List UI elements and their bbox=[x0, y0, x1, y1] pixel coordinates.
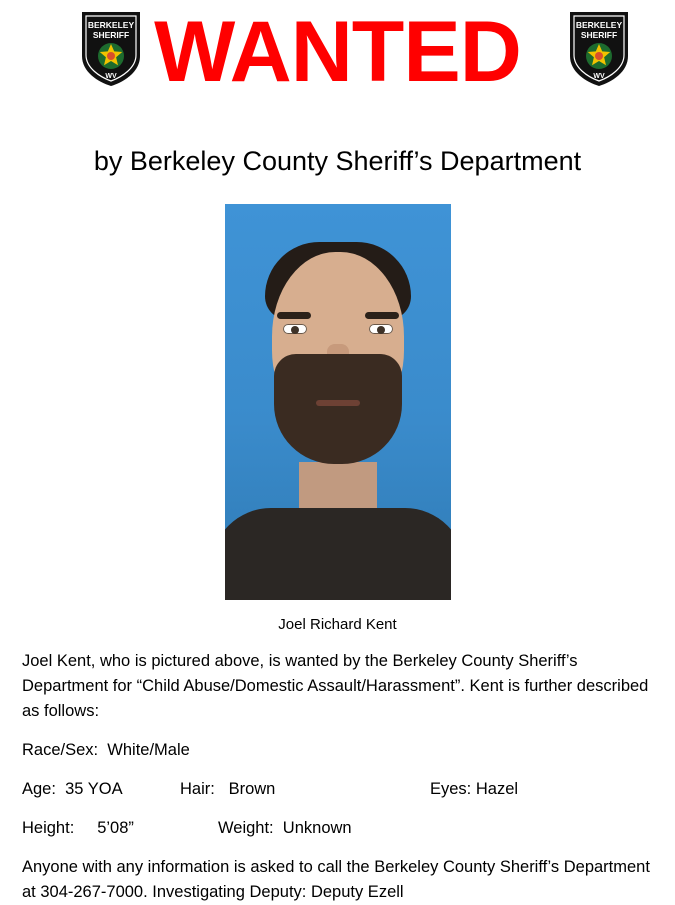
contact-text: Anyone with any information is asked to call the Berkeley County Sheriff’s Department at 304-267-7000. Investigating Deputy: Deputy Ezell bbox=[22, 858, 650, 901]
detail-row-height-weight bbox=[22, 816, 653, 841]
svg-text:SHERIFF: SHERIFF bbox=[580, 30, 618, 40]
svg-text:BERKELEY: BERKELEY bbox=[87, 20, 135, 30]
suspect-photo bbox=[225, 204, 451, 600]
detail-row-age-hair-eyes bbox=[22, 777, 653, 802]
detail-race-sex: Race/Sex: White/Male bbox=[22, 741, 190, 759]
detail-height: Height: 5’08” bbox=[22, 819, 134, 837]
photo-container bbox=[0, 204, 675, 605]
svg-text:SHERIFF: SHERIFF bbox=[92, 30, 130, 40]
detail-weight: Weight: Unknown bbox=[218, 819, 352, 837]
berkeley-sheriff-badge-right-icon bbox=[568, 8, 630, 88]
detail-eyes: Eyes: Hazel bbox=[430, 780, 519, 798]
svg-text:WV: WV bbox=[593, 73, 605, 80]
description-text: Joel Kent, who is pictured above, is wanted by the Berkeley County Sheriff’s Department for “Child Abuse/Domestic Assault/Harassment”. Kent is further described as follows: bbox=[22, 652, 649, 720]
poster-header bbox=[0, 0, 675, 112]
detail-hair: Hair: Brown bbox=[180, 780, 276, 798]
description-block bbox=[22, 649, 653, 724]
detail-age: Age: 35 YOA bbox=[22, 780, 123, 798]
svg-text:BERKELEY: BERKELEY bbox=[575, 20, 623, 30]
poster-subtitle: by Berkeley County Sheriff’s Department bbox=[93, 146, 582, 176]
detail-row-race-sex bbox=[22, 738, 653, 763]
svg-text:WV: WV bbox=[105, 73, 117, 80]
page-title: WANTED bbox=[154, 4, 521, 100]
photo-caption: Joel Richard Kent bbox=[278, 616, 397, 633]
